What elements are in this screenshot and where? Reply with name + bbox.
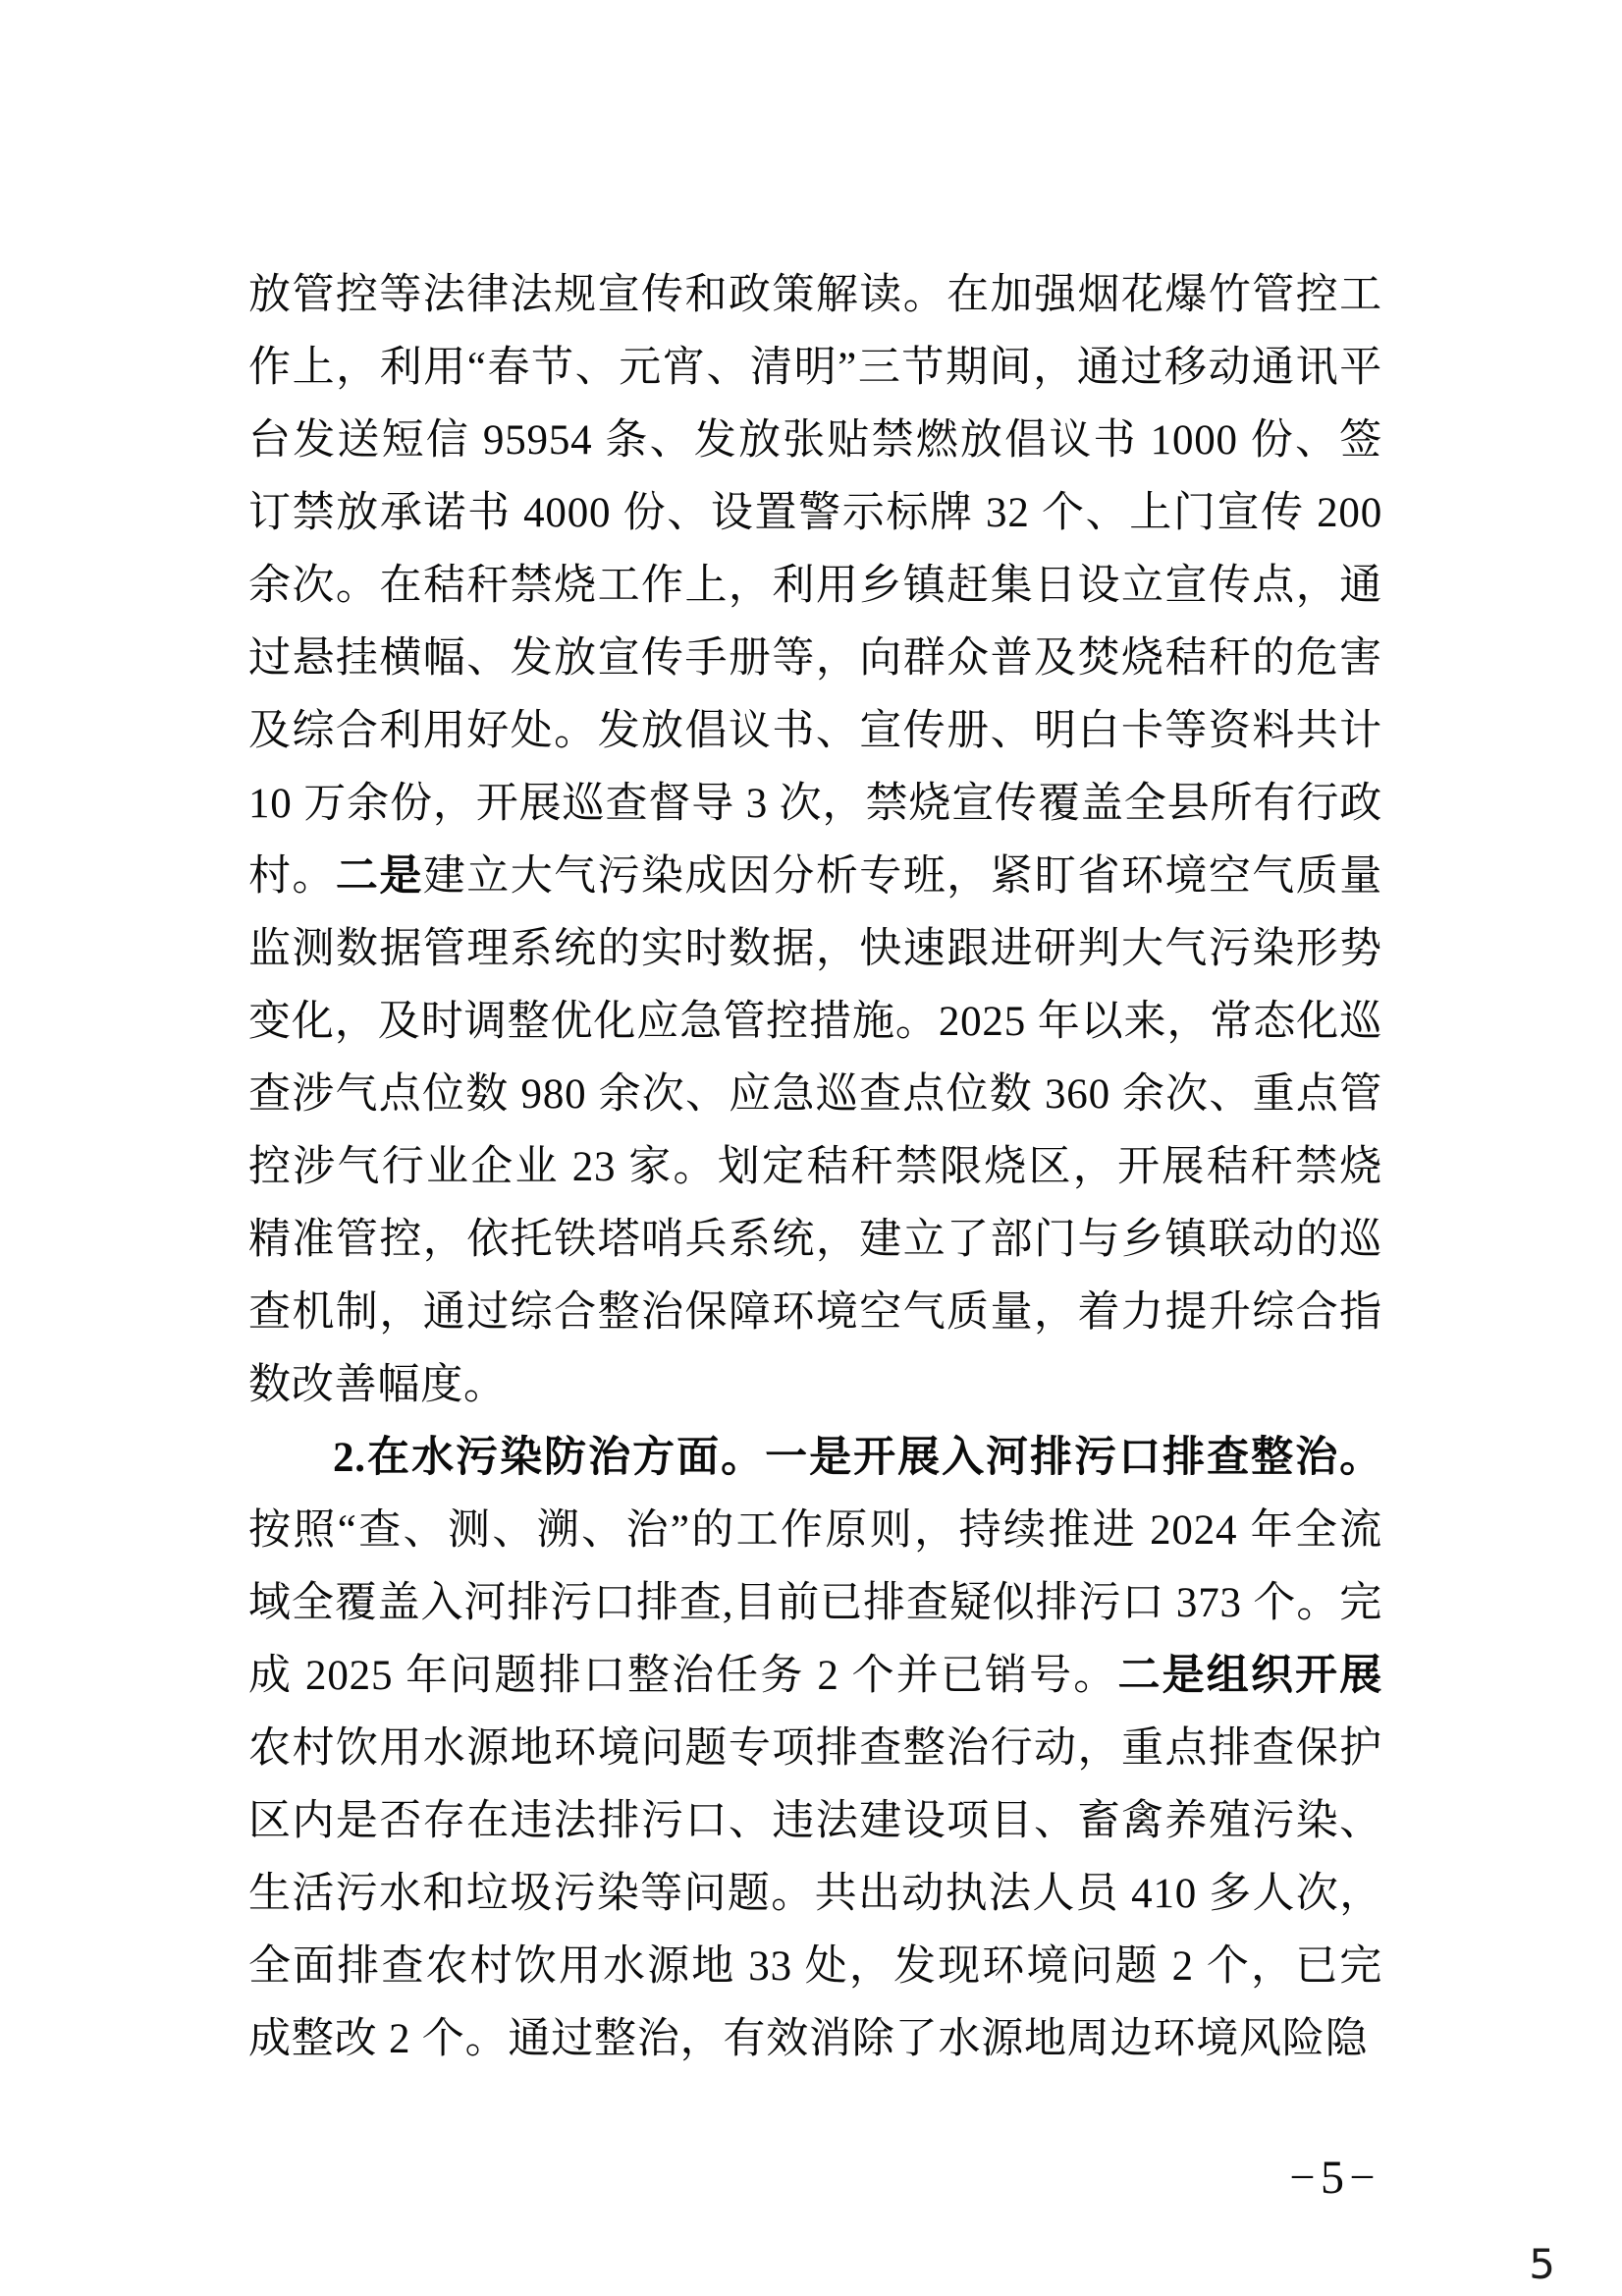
text-run: 农村饮用水源地环境问题专项排查整治行动，重点排查保护区内是否存在违法排污口、违法建设项目、畜禽养殖污染、生活污水和垃圾污染等问题。共出动执法人员 410 多人次，全面排查农村饮用水源地 33 处，发现环境问题 2 个，已完成整改 2 个。通过整治，有效消除了水源地周边环境风险隐: [248, 1725, 1382, 2062]
corner-page-number: 5: [1529, 2240, 1555, 2288]
text-run: 建立大气污染成因分析专班，紧盯省环境空气质量监测数据管理系统的实时数据，快速跟进研判大气污染形势变化，及时调整优化应急管控措施。2025 年以来，常态化巡查涉气点位数 980 余次、应急巡查点位数 360 余次、重点管控涉气行业企业 23 家。划定秸秆禁限烧区，开展秸秆禁烧精准管控，依托铁塔哨兵系统，建立了部门与乡镇联动的巡查机制，通过综合整治保障环境空气质量，着力提升综合指数改善幅度。: [248, 853, 1382, 1408]
footer-page-number-value: 5: [1321, 2152, 1344, 2204]
paragraph-water-pollution: [248, 1422, 1382, 2076]
text-run: 放管控等法律法规宣传和政策解读。在加强烟花爆竹管控工作上，利用“春节、元宵、清明”三节期间，通过移动通讯平台发送短信 95954 条、发放张贴禁燃放倡议书 1000 份、签订禁放承诺书 4000 份、设置警示标牌 32 个、上门宣传 200 余次。在秸秆禁烧工作上，利用乡镇赶集日设立宣传点，通过悬挂横幅、发放宣传手册等，向群众普及焚烧秸秆的危害及综合利用好处。发放倡议书、宣传册、明白卡等资料共计 10 万余份，开展巡查督导 3 次，禁烧宣传覆盖全县所有行政村。: [248, 272, 1382, 900]
document-body: [248, 259, 1382, 2076]
bold-text-run: 二是: [335, 853, 423, 900]
text-run: 按照“查、测、溯、治”的工作原则，持续推进 2024 年全流域全覆盖入河排污口排查,目前已排查疑似排污口 373 个。完成 2025 年问题排口整治任务 2 个并已销号。: [248, 1507, 1382, 1699]
footer-dash-right: –: [1352, 2152, 1373, 2197]
paragraph-air-pollution: [248, 259, 1382, 1422]
bold-text-run: 二是组织开展: [1117, 1653, 1382, 1699]
footer-dash-left: –: [1292, 2152, 1313, 2197]
bold-text-run: 2.在水污染防治方面。一是开展入河排污口排查整治。: [333, 1435, 1382, 1481]
footer-page-number: [1284, 2153, 1380, 2206]
